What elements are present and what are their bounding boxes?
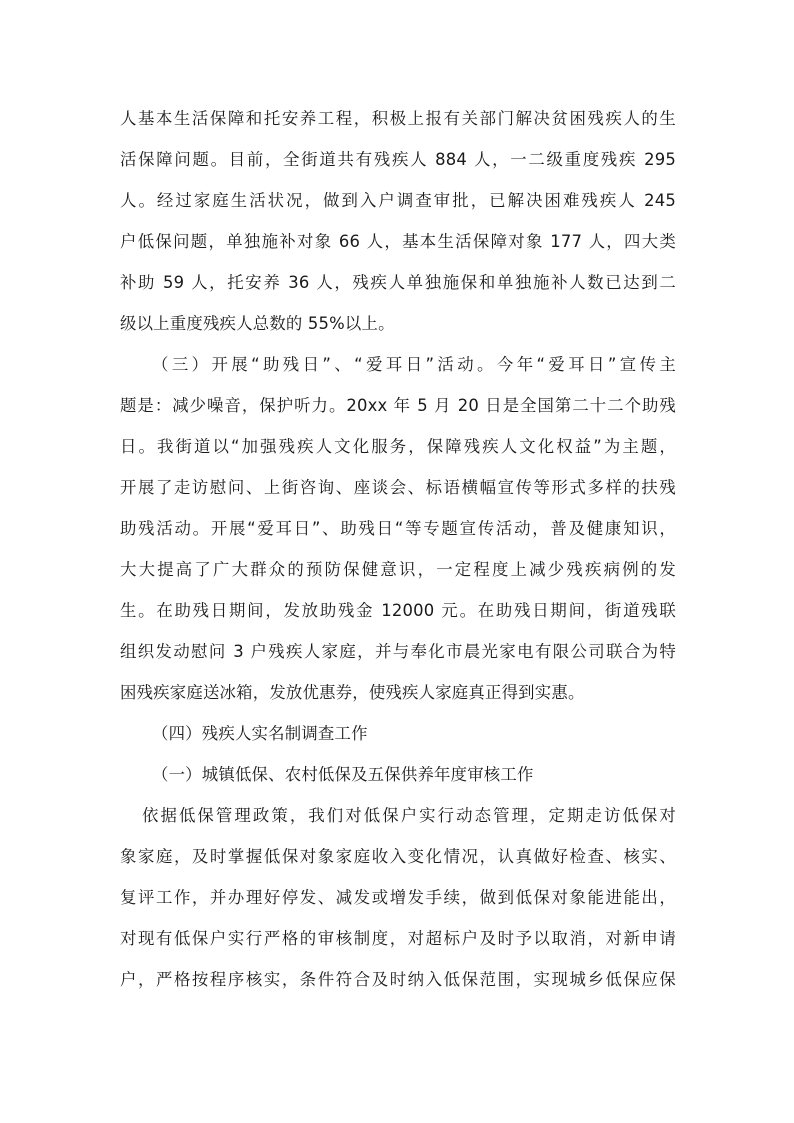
text-line: 日。我街道以“加强残疾人文化服务，保障残疾人文化权益”为主题， <box>120 437 676 456</box>
text-line: 补助 59 人，托安养 36 人，残疾人单独施保和单独施补人数已达到二 <box>120 273 676 292</box>
heading-section-four <box>120 717 676 758</box>
text-line: 户，严格按程序核实，条件符合及时纳入低保范围，实现城乡低保应保 <box>120 970 676 989</box>
text-line: 大大提高了广大群众的预防保健意识，一定程度上减少残疾病例的发 <box>120 560 676 579</box>
paragraph-section-three-activities <box>120 348 676 717</box>
paragraph-low-income-management <box>120 799 676 1004</box>
text-line: 组织发动慰问 3 户残疾人家庭，并与奉化市晨光家电有限公司联合为特 <box>120 642 676 661</box>
heading-subsection-one <box>120 758 676 799</box>
text-line: 象家庭，及时掌握低保对象家庭收入变化情况，认真做好检查、核实、 <box>120 847 676 866</box>
text-line: 人。经过家庭生活状况，做到入户调查审批，已解决困难残疾人 245 <box>120 191 676 210</box>
text-line: 助残活动。开展“爱耳日”、助残日“等专题宣传活动，普及健康知识， <box>120 519 676 538</box>
text-line: 复评工作，并办理好停发、减发或增发手续，做到低保对象能进能出， <box>120 888 676 907</box>
section-heading: （一）城镇低保、农村低保及五保供养年度审核工作 <box>152 765 534 784</box>
text-line: 困残疾家庭送冰箱，发放优惠券，使残疾人家庭真正得到实惠。 <box>120 683 585 702</box>
section-heading: （四）残疾人实名制调查工作 <box>152 724 368 743</box>
text-line: 开展了走访慰问、上街咨询、座谈会、标语横幅宣传等形式多样的扶残 <box>120 478 676 497</box>
text-line: （三）开展“助残日”、“爱耳日”活动。今年“爱耳日”宣传主 <box>152 355 676 374</box>
paragraph-disability-security <box>120 102 676 348</box>
document-body <box>120 102 676 1004</box>
text-line: 对现有低保户实行严格的审核制度，对超标户及时予以取消，对新申请 <box>120 929 676 948</box>
text-line: 依据低保管理政策，我们对低保户实行动态管理，定期走访低保对 <box>142 806 676 825</box>
text-line: 人基本生活保障和托安养工程，积极上报有关部门解决贫困残疾人的生 <box>120 109 676 128</box>
text-line: 生。在助残日期间，发放助残金 12000 元。在助残日期间，街道残联 <box>120 601 676 620</box>
text-line: 题是：减少噪音，保护听力。20xx 年 5 月 20 日是全国第二十二个助残 <box>120 396 676 415</box>
text-line: 户低保问题，单独施补对象 66 人，基本生活保障对象 177 人，四大类 <box>120 232 676 251</box>
text-line: 级以上重度残疾人总数的 55%以上。 <box>120 314 395 333</box>
text-line: 活保障问题。目前，全街道共有残疾人 884 人，一二级重度残疾 295 <box>120 150 676 169</box>
